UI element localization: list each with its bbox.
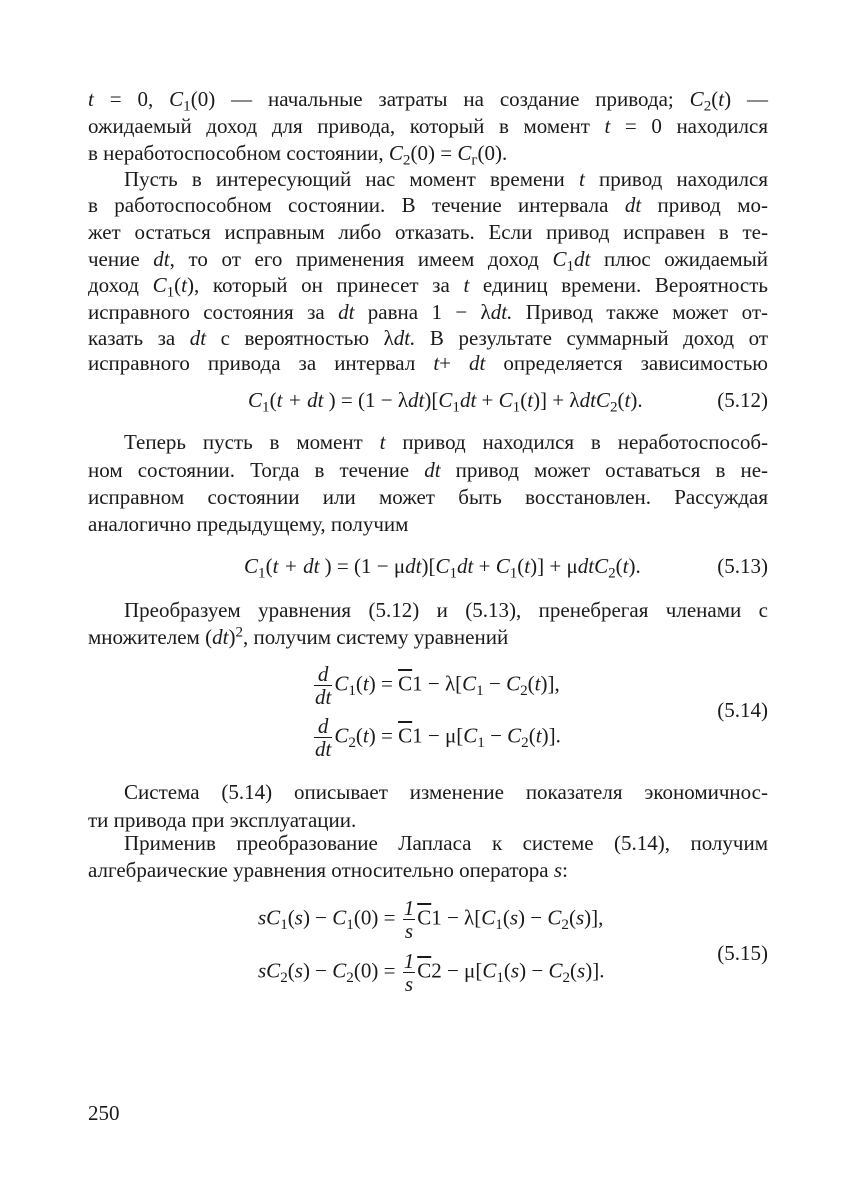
text-line: [88, 112, 768, 140]
text-run: (: [355, 723, 363, 748]
math-variable: t: [379, 430, 386, 454]
text-run: ) −: [302, 958, 333, 983]
text-run: +: [476, 388, 499, 412]
equation-number: (5.12): [717, 388, 768, 412]
text-run: , то от его применения имеем доход: [169, 247, 553, 271]
text-run: доход: [88, 273, 153, 297]
text-run: −: [483, 671, 507, 696]
overlined-symbol: $\overline{C}$: [417, 958, 432, 983]
text-run: множителем (: [88, 625, 213, 649]
math-variable: t: [362, 723, 369, 748]
equation-number: (5.13): [717, 554, 768, 578]
math-variable: t: [527, 388, 534, 412]
subscript: г: [471, 152, 478, 169]
text-line: [88, 324, 768, 352]
text-run: определяется зависимостью: [485, 351, 769, 375]
text-run: )],: [584, 905, 604, 930]
text-run: (: [528, 723, 536, 748]
math-variable: dt: [405, 554, 422, 578]
math-variable: dt: [624, 193, 642, 217]
text-run: , получим систему уравнений: [243, 625, 509, 649]
text-run: (: [520, 388, 528, 412]
text-run: = 0,: [93, 87, 170, 111]
text-run: 2 − μ[: [431, 958, 483, 983]
fraction-numerator: 1: [403, 896, 415, 920]
text-run: Привод также может от-: [512, 300, 768, 324]
equation-row: [258, 896, 604, 943]
text-run: = 0 находился: [610, 114, 768, 138]
overlined-symbol: $\overline{C}$: [398, 671, 413, 696]
text-run: ном состоянии. Тогда в течение: [88, 458, 425, 482]
text-run: (0) =: [353, 905, 401, 930]
text-run: (: [287, 905, 295, 930]
text-line: [88, 623, 768, 651]
overlined-symbol: $\overline{C}$: [398, 723, 413, 748]
fraction-denominator: dt: [315, 737, 332, 761]
text-run: ) =: [368, 723, 399, 748]
math-variable: t: [624, 388, 631, 412]
subscript: 1: [449, 565, 458, 582]
subscript: 1: [476, 682, 484, 699]
fraction-denominator: s: [404, 919, 414, 943]
subscript: 2: [346, 969, 354, 986]
math-variable: C: [481, 905, 496, 930]
text-run: Применив преобразование Лапласа к системе (5.14), получим: [124, 831, 768, 855]
text-run: (: [527, 671, 535, 696]
text-line: [88, 596, 768, 624]
subscript: 1: [166, 284, 175, 301]
text-line: [88, 428, 768, 456]
subscript: 1: [183, 98, 191, 115]
math-variable: C: [495, 554, 510, 578]
subscript: 2: [521, 734, 529, 751]
subscript: 1: [566, 258, 575, 275]
math-variable: t: [433, 351, 440, 375]
text-run: (0) =: [353, 958, 401, 983]
text-run: жет остаться исправным либо отказать. Если привод исправен в те-: [88, 220, 768, 244]
text-run: )] + μ: [530, 554, 578, 578]
math-variable: C: [689, 87, 704, 111]
math-variable: s: [575, 905, 585, 930]
text-run: (: [517, 554, 525, 578]
text-run: Преобразуем уравнения (5.12) и (5.13), пренебрегая членами с: [124, 598, 768, 622]
math-variable: t: [535, 723, 542, 748]
math-variable: dt.: [393, 326, 416, 350]
equation-row: [244, 546, 641, 586]
fraction: [403, 897, 416, 942]
text-run: привод может оставаться в не-: [440, 458, 769, 482]
subscript: 1: [348, 682, 356, 699]
math-variable: t: [578, 167, 585, 191]
math-variable: C: [462, 671, 477, 696]
text-run: (0).: [477, 141, 508, 165]
text-run: ) = (1 − λ: [323, 388, 409, 412]
text-line: [88, 298, 768, 326]
math-variable: s: [294, 905, 303, 930]
text-line: [88, 191, 768, 219]
math-variable: C: [552, 247, 567, 271]
math-variable: dt: [189, 326, 207, 350]
math-variable: t: [534, 671, 541, 696]
math-variable: t: [604, 114, 611, 138]
text-run: алгебраические уравнения относительно оператора: [88, 858, 554, 882]
math-variable: C: [482, 958, 497, 983]
subscript: 1: [477, 734, 485, 751]
text-run: привод находился в неработоспособ-: [385, 430, 768, 454]
subscript: 2: [280, 969, 288, 986]
math-variable: C: [388, 141, 403, 165]
text-run: с вероятностью λ: [206, 326, 394, 350]
text-run: +: [439, 351, 470, 375]
math-variable: C: [594, 554, 609, 578]
math-variable: dt: [469, 351, 486, 375]
text-run: )[: [424, 388, 439, 412]
text-run: (: [615, 554, 623, 578]
text-run: исправном состоянии или может быть восстановлен. Рассуждая: [88, 485, 768, 509]
text-run: 1 − λ[: [431, 905, 482, 930]
page-number: 250: [88, 1101, 120, 1125]
math-variable: C: [332, 905, 347, 930]
text-run: ) =: [368, 671, 399, 696]
math-variable: C: [334, 723, 349, 748]
equation-row: [312, 662, 560, 709]
math-variable: dt: [212, 625, 229, 649]
math-variable: s: [577, 958, 586, 983]
math-variable: C: [438, 388, 453, 412]
text-line: [88, 165, 768, 193]
text-run: равна 1 − λ: [354, 300, 491, 324]
text-run: (: [570, 958, 578, 983]
fraction-numerator: d: [314, 663, 332, 686]
math-variable: dt: [457, 554, 474, 578]
math-variable: C: [548, 958, 563, 983]
text-run: ) = (1 − μ: [319, 554, 406, 578]
text-run: ), который он принесет за: [186, 273, 464, 297]
math-variable: C: [332, 958, 347, 983]
subscript: 1: [346, 916, 354, 933]
text-run: (0) — начальные затраты на создание привода;: [190, 87, 690, 111]
math-variable: t: [362, 671, 369, 696]
equation-row: [258, 949, 605, 996]
text-line: [88, 139, 768, 167]
math-variable: dt: [424, 458, 441, 482]
text-run: аналогично предыдущему, получим: [88, 512, 409, 536]
math-variable: C: [334, 671, 349, 696]
text-run: единиц времени. Вероятность: [469, 273, 768, 297]
text-run: (: [287, 958, 295, 983]
subscript: 2: [562, 969, 571, 986]
text-run: ).: [630, 388, 643, 412]
text-line: [88, 245, 768, 273]
math-variable: dt: [408, 388, 425, 412]
math-variable: s: [509, 905, 519, 930]
math-variable: t + dt: [272, 554, 320, 578]
math-variable: C: [457, 141, 472, 165]
text-run: Теперь пусть в момент: [124, 430, 380, 454]
math-variable: C: [248, 388, 263, 412]
subscript: 2: [348, 734, 356, 751]
math-variable: C: [547, 905, 562, 930]
math-variable: dt: [338, 300, 355, 324]
subscript: 1: [452, 399, 460, 416]
text-run: (: [355, 671, 363, 696]
math-variable: dt.: [490, 300, 513, 324]
math-variable: sC: [258, 958, 281, 983]
text-run: (: [568, 905, 576, 930]
text-run: )].: [541, 723, 561, 748]
math-variable: t + dt: [276, 388, 324, 412]
equation-number: (5.15): [717, 941, 768, 965]
text-run: (0) =: [410, 141, 458, 165]
text-run: исправного состояния за: [88, 300, 339, 324]
text-run: (: [269, 388, 277, 412]
overlined-symbol: $\overline{C}$: [417, 905, 432, 930]
text-run: Пусть в интересующий нас момент времени: [124, 167, 579, 191]
text-run: ) −: [519, 958, 549, 983]
fraction-denominator: s: [404, 972, 414, 996]
text-line: [88, 829, 768, 857]
math-variable: t: [463, 273, 470, 297]
text-run: В результате суммарный доход от: [415, 326, 769, 350]
math-variable: C: [595, 388, 610, 412]
fraction-numerator: d: [314, 715, 332, 738]
math-variable: C: [169, 87, 184, 111]
text-line: [88, 483, 768, 511]
text-run: +: [473, 554, 496, 578]
math-variable: s: [294, 958, 303, 983]
text-run: исправного привода за интервал: [88, 351, 434, 375]
subscript: 1: [512, 399, 521, 416]
subscript: 2: [561, 916, 569, 933]
equation-row: [312, 714, 561, 761]
subscript: 2: [402, 152, 411, 169]
equation-row: [248, 380, 643, 420]
text-run: )].: [585, 958, 605, 983]
subscript: 2: [703, 98, 712, 115]
subscript: 1: [258, 565, 266, 582]
subscript: 2: [609, 399, 618, 416]
fraction-denominator: dt: [315, 685, 332, 709]
fraction: [314, 663, 332, 708]
math-variable: dt: [577, 554, 595, 578]
text-run: )[: [421, 554, 436, 578]
text-run: ) −: [302, 905, 333, 930]
math-variable: C: [152, 273, 167, 297]
math-variable: C: [498, 388, 513, 412]
text-run: ) —: [724, 87, 768, 111]
text-run: чение: [88, 247, 154, 271]
text-line: [88, 218, 768, 246]
math-variable: dt: [459, 388, 477, 412]
fraction-numerator: 1: [403, 949, 415, 973]
math-variable: s: [510, 958, 520, 983]
text-run: Система (5.14) описывает изменение показателя экономичнос-: [124, 780, 768, 804]
math-variable: C: [506, 671, 521, 696]
math-variable: dt: [574, 247, 591, 271]
subscript: 1: [280, 916, 288, 933]
math-variable: s: [553, 858, 563, 882]
math-variable: sC: [258, 905, 281, 930]
text-run: ): [228, 625, 236, 649]
text-run: )],: [540, 671, 560, 696]
math-variable: dt: [579, 388, 596, 412]
text-run: :: [562, 858, 568, 882]
text-run: (: [174, 273, 182, 297]
text-run: казать за: [88, 326, 190, 350]
subscript: 2: [608, 565, 616, 582]
text-line: [88, 510, 768, 538]
text-line: [88, 271, 768, 299]
math-variable: t: [718, 87, 725, 111]
text-run: −: [484, 723, 508, 748]
math-variable: dt: [153, 247, 170, 271]
math-variable: t: [524, 554, 531, 578]
text-line: [88, 349, 768, 377]
text-run: в неработоспособном состоянии,: [88, 141, 389, 165]
text-run: привод находился: [584, 167, 768, 191]
subscript: 1: [262, 399, 270, 416]
text-run: 1 − λ[: [412, 671, 463, 696]
text-run: ожидаемый доход для привода, который в момент: [88, 114, 605, 138]
text-run: в работоспособном состоянии. В течение интервала: [88, 193, 625, 217]
text-run: (: [502, 905, 510, 930]
text-run: (: [711, 87, 719, 111]
math-variable: t: [88, 87, 94, 111]
text-run: привод мо-: [641, 193, 768, 217]
text-line: [88, 856, 768, 884]
math-variable: C: [507, 723, 522, 748]
superscript: 2: [235, 624, 243, 641]
fraction: [403, 950, 416, 995]
math-variable: C: [435, 554, 450, 578]
text-run: ти привода при эксплуатации.: [88, 808, 357, 832]
text-run: 1 − μ[: [412, 723, 464, 748]
math-variable: C: [244, 554, 259, 578]
text-run: ) −: [518, 905, 548, 930]
subscript: 1: [509, 565, 518, 582]
subscript: 2: [520, 682, 528, 699]
text-line: [88, 85, 768, 113]
text-line: [88, 778, 768, 806]
text-run: (: [265, 554, 273, 578]
math-variable: C: [463, 723, 478, 748]
text-run: плюс ожидаемый: [590, 247, 768, 271]
fraction: [314, 715, 332, 760]
text-run: ).: [628, 554, 641, 578]
math-variable: t: [181, 273, 187, 297]
text-run: )] + λ: [533, 388, 580, 412]
text-line: [88, 456, 768, 484]
subscript: 1: [496, 969, 504, 986]
subscript: 1: [495, 916, 503, 933]
text-run: (: [503, 958, 511, 983]
math-variable: t: [622, 554, 629, 578]
equation-number: (5.14): [717, 698, 768, 722]
text-run: (: [617, 388, 625, 412]
